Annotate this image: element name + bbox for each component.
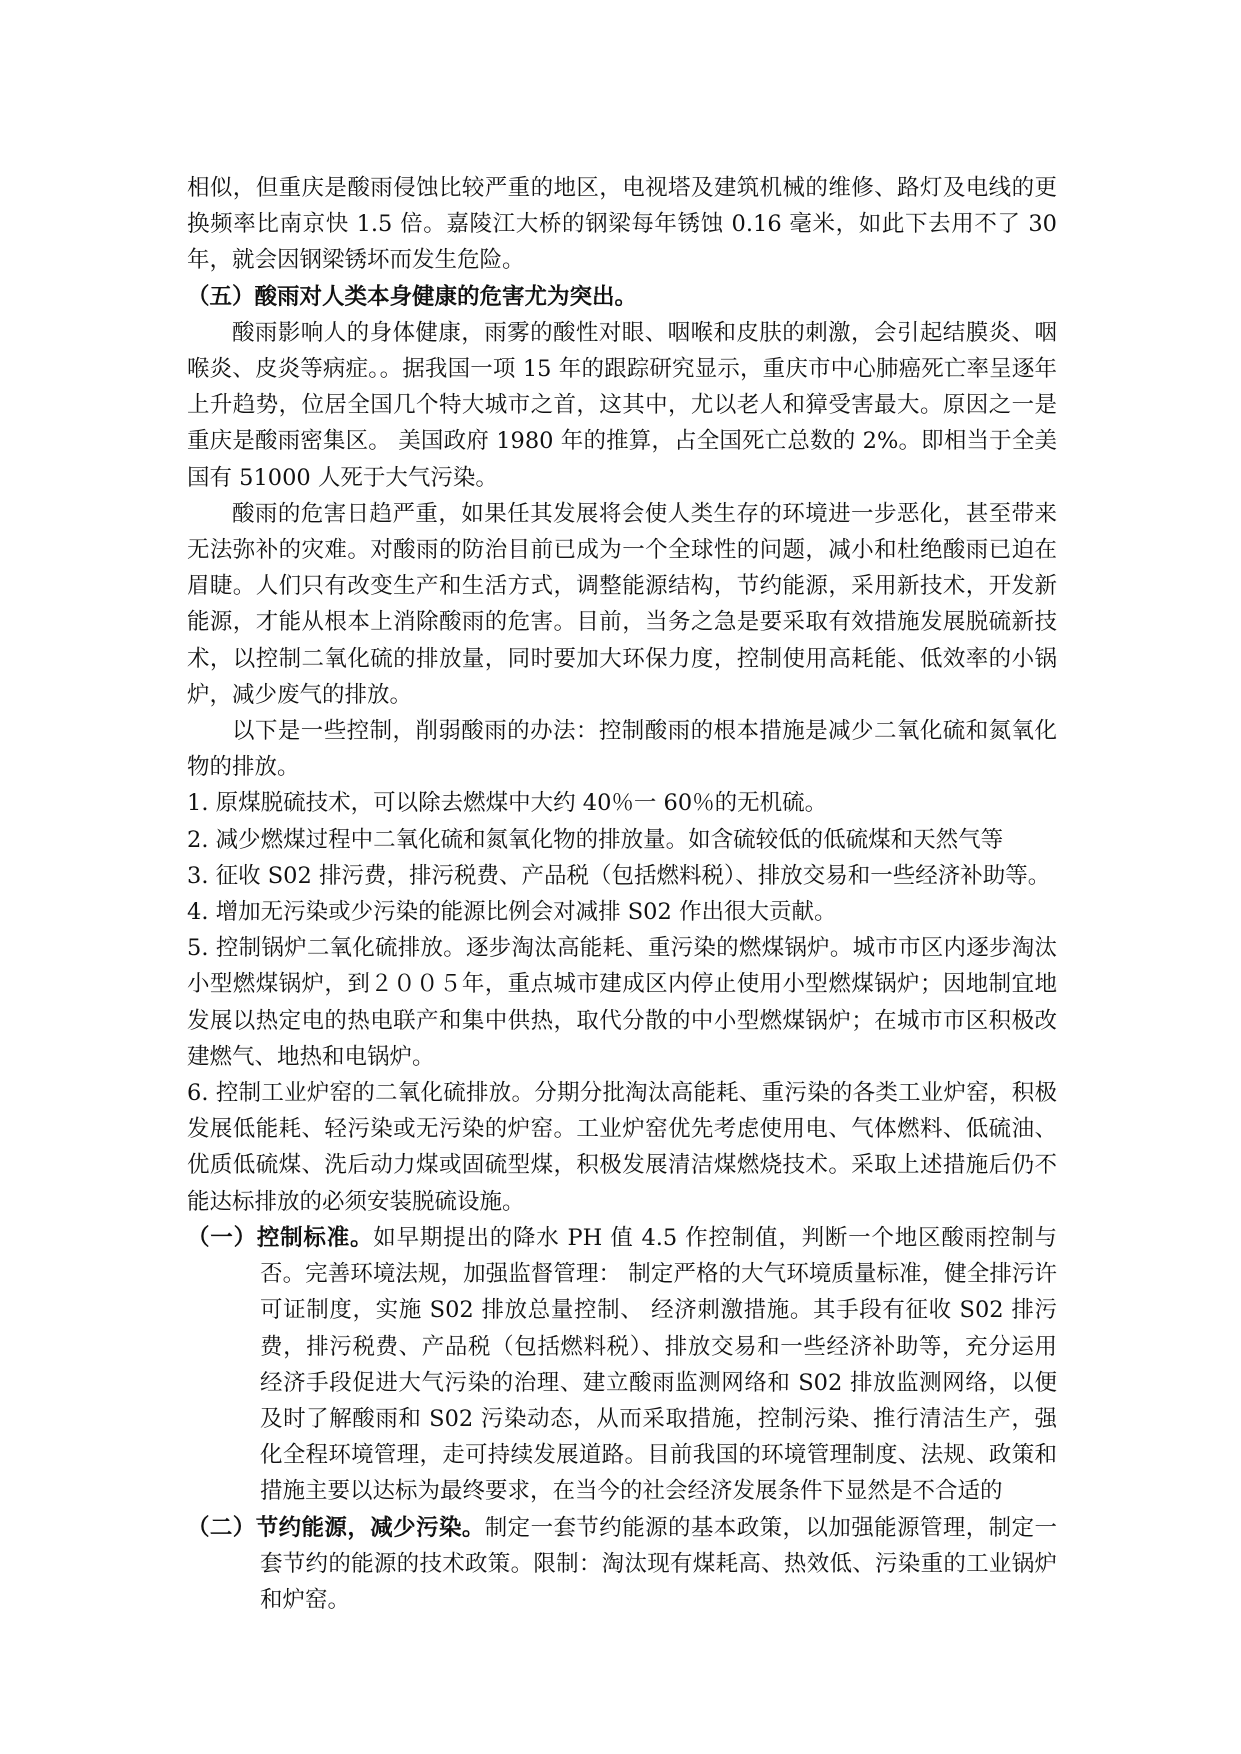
- section-heading-five: （五）酸雨对人类本身健康的危害尤为突出。: [187, 283, 638, 310]
- list-item: 4. 增加无污染或少污染的能源比例会对减排 S02 作出很大贡献。: [187, 899, 837, 926]
- section-lead: （一）控制标准。: [187, 1224, 374, 1251]
- list-item: 2. 减少燃煤过程中二氧化硫和氮氧化物的排放量。如含硫较低的低硫煤和天然气等: [187, 826, 1004, 853]
- list-item: 1. 原煤脱硫技术，可以除去燃煤中大约 40％一 60％的无机硫。: [187, 790, 828, 817]
- section-body: 如早期提出的降水 PH 值 4.5 作控制值，判断一个地区酸雨控制与否。完善环境法规，加强监督管理： 制定严格的大气环境质量标准，健全排污许可证制度，实施 S02 排放总量控制、 经济刺激措施。其手段有征收 S02 排污费，排污税费、产品税（包括燃料税）、排放交易和一些经济补助等，充分运用经济手段促进大气污染的治理、建立酸雨监测网络和 S02 排放监测网络，以便及时了解酸雨和 S02 污染动态，从而采取措施，控制污染、推行清洁生产，强化全程环境管理，走可持续发展道路。目前我国的环境管理制度、法规、政策和措施主要以达标为最终要求，在当今的社会经济发展条件下显然是不合适的: [260, 1224, 1057, 1505]
- section-lead: （二）节约能源，减少污染。: [187, 1514, 485, 1541]
- paragraph-methods-intro: 以下是一些控制，削弱酸雨的办法：控制酸雨的根本措施是减少二氧化硫和氮氧化物的排放。: [187, 718, 1057, 781]
- section-control-standard: [187, 1220, 1057, 1510]
- section-body: 制定一套节约能源的基本政策，以加强能源管理，制定一套节约的能源的技术政策。限制：淘汰现有煤耗高、热效低、污染重的工业锅炉和炉窑。: [260, 1514, 1057, 1613]
- paragraph-health: 酸雨影响人的身体健康，雨雾的酸性对眼、咽喉和皮肤的刺激，会引起结膜炎、咽喉炎、皮炎等病症。。据我国一项 15 年的跟踪研究显示，重庆市中心肺癌死亡率呈逐年上升趋势，位居全国几个特大城市之首，这其中，尤以老人和獐受害最大。原因之一是重庆是酸雨密集区。 美国政府 1980 年的推算，占全国死亡总数的 2%。即相当于全美国有 51000 人死于大气污染。: [187, 319, 1057, 491]
- section-save-energy: [187, 1510, 1057, 1619]
- paragraph-continuation: 相似，但重庆是酸雨侵蚀比较严重的地区，电视塔及建筑机械的维修、路灯及电线的更换频率比南京快 1.5 倍。嘉陵江大桥的钢梁每年锈蚀 0.16 毫米，如此下去用不了 30 年，就会因钢梁锈坏而发生危险。: [187, 175, 1057, 274]
- list-item: 5. 控制锅炉二氧化硫排放。逐步淘汰高能耗、重污染的燃煤锅炉。城市市区内逐步淘汰小型燃煤锅炉，到２００５年，重点城市建成区内停止使用小型燃煤锅炉；因地制宜地发展以热定电的热电联产和集中供热，取代分散的中小型燃煤锅炉；在城市市区积极改建燃气、地热和电锅炉。: [187, 935, 1057, 1070]
- document-page: [187, 170, 1057, 1618]
- list-item: 6. 控制工业炉窑的二氧化硫排放。分期分批淘汰高能耗、重污染的各类工业炉窑，积极发展低能耗、轻污染或无污染的炉窑。工业炉窑优先考虑使用电、气体燃料、低硫油、优质低硫煤、洗后动力煤或固硫型煤，积极发展清洁煤燃烧技术。采取上述措施后仍不能达标排放的必须安装脱硫设施。: [187, 1080, 1057, 1215]
- list-item: 3. 征收 S02 排污费，排污税费、产品税（包括燃料税）、排放交易和一些经济补助等。: [187, 862, 1051, 889]
- paragraph-harm: 酸雨的危害日趋严重，如果任其发展将会使人类生存的环境进一步恶化，甚至带来无法弥补的灾难。对酸雨的防治目前已成为一个全球性的问题，减小和杜绝酸雨已迫在眉睫。人们只有改变生产和生活方式，调整能源结构，节约能源，采用新技术，开发新能源，才能从根本上消除酸雨的危害。目前，当务之急是要采取有效措施发展脱硫新技术，以控制二氧化硫的排放量，同时要加大环保力度，控制使用高耗能、低效率的小锅炉，减少废气的排放。: [187, 500, 1057, 708]
